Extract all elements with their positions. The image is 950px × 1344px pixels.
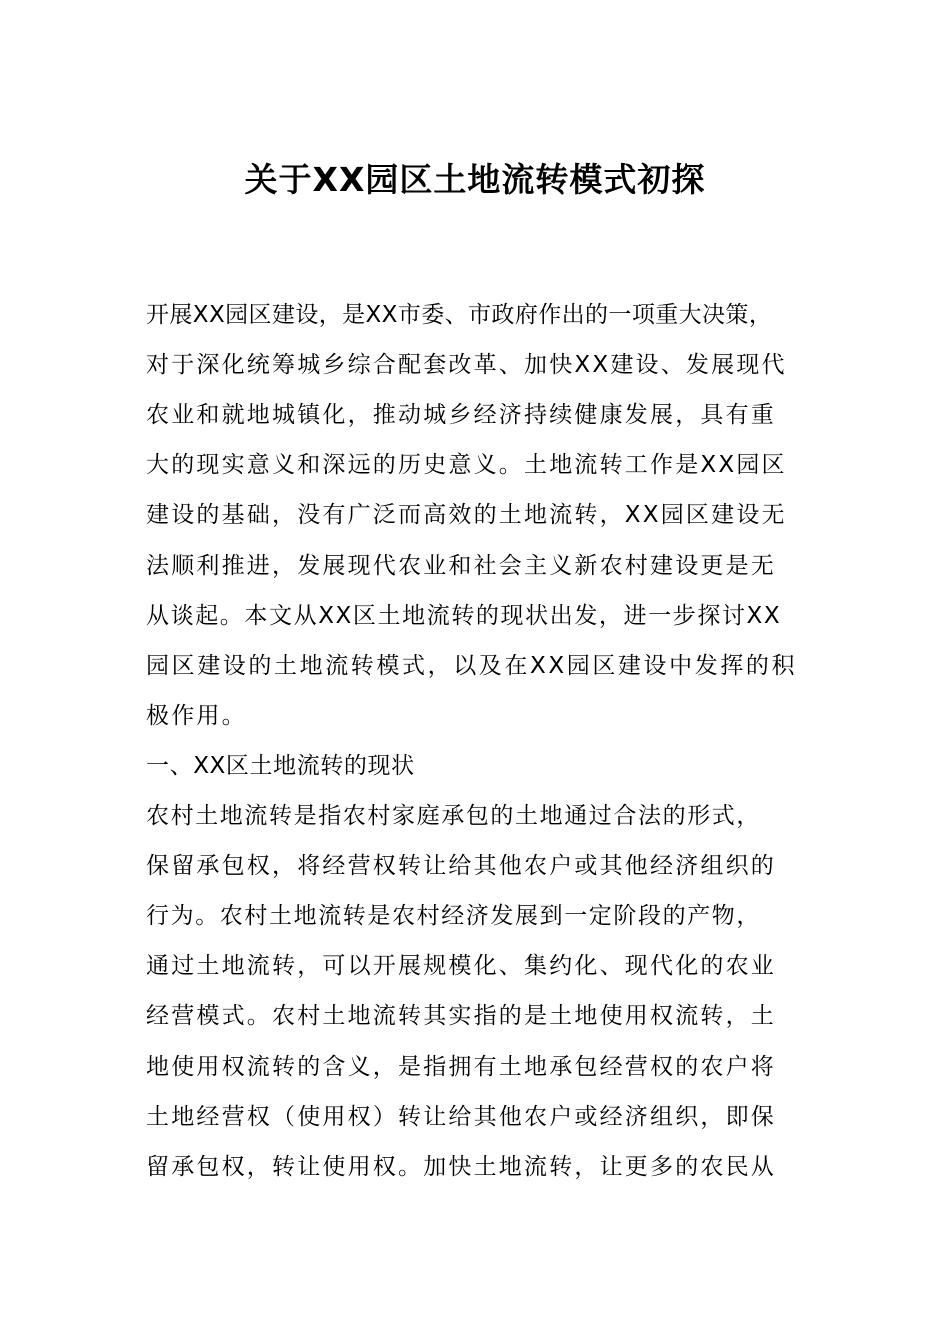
body-line: 土地经营权（使用权）转让给其他农户或经济组织，即保 [146, 1104, 776, 1130]
body-line: 极作用。 [146, 703, 247, 729]
body-line: 一、XX区土地流转的现状 [146, 753, 415, 779]
body-line: 对于深化统筹城乡综合配套改革、加快XX建设、发展现代 [146, 352, 787, 378]
document-title: 关于XX园区土地流转模式初探 [244, 160, 706, 199]
body-line: 经营模式。农村土地流转其实指的是土地使用权流转，土 [146, 1003, 776, 1029]
body-line: 通过土地流转，可以开展规模化、集约化、现代化的农业 [146, 953, 776, 979]
body-line: 大的现实意义和深远的历史意义。土地流转工作是XX园区 [146, 452, 787, 478]
body-line: 留承包权，转让使用权。加快土地流转，让更多的农民从 [146, 1154, 776, 1180]
body-line: 地使用权流转的含义，是指拥有土地承包经营权的农户将 [146, 1054, 776, 1080]
body-line: 从谈起。本文从XX区土地流转的现状出发，进一步探讨XX [146, 603, 782, 629]
body-line: 建设的基础，没有广泛而高效的土地流转，XX园区建设无 [146, 502, 787, 528]
body-line: 保留承包权，将经营权转让给其他农户或其他经济组织的 [146, 853, 776, 879]
body-line: 园区建设的土地流转模式，以及在XX园区建设中发挥的积 [146, 653, 798, 679]
body-line: 开展XX园区建设，是XX市委、市政府作出的一项重大决策， [146, 302, 773, 328]
body-line: 农业和就地城镇化，推动城乡经济持续健康发展，具有重 [146, 402, 776, 428]
body-line: 行为。农村土地流转是农村经济发展到一定阶段的产物， [146, 903, 761, 929]
body-line: 农村土地流转是指农村家庭承包的土地通过合法的形式， [146, 803, 761, 829]
body-line: 法顺利推进，发展现代农业和社会主义新农村建设更是无 [146, 553, 776, 579]
